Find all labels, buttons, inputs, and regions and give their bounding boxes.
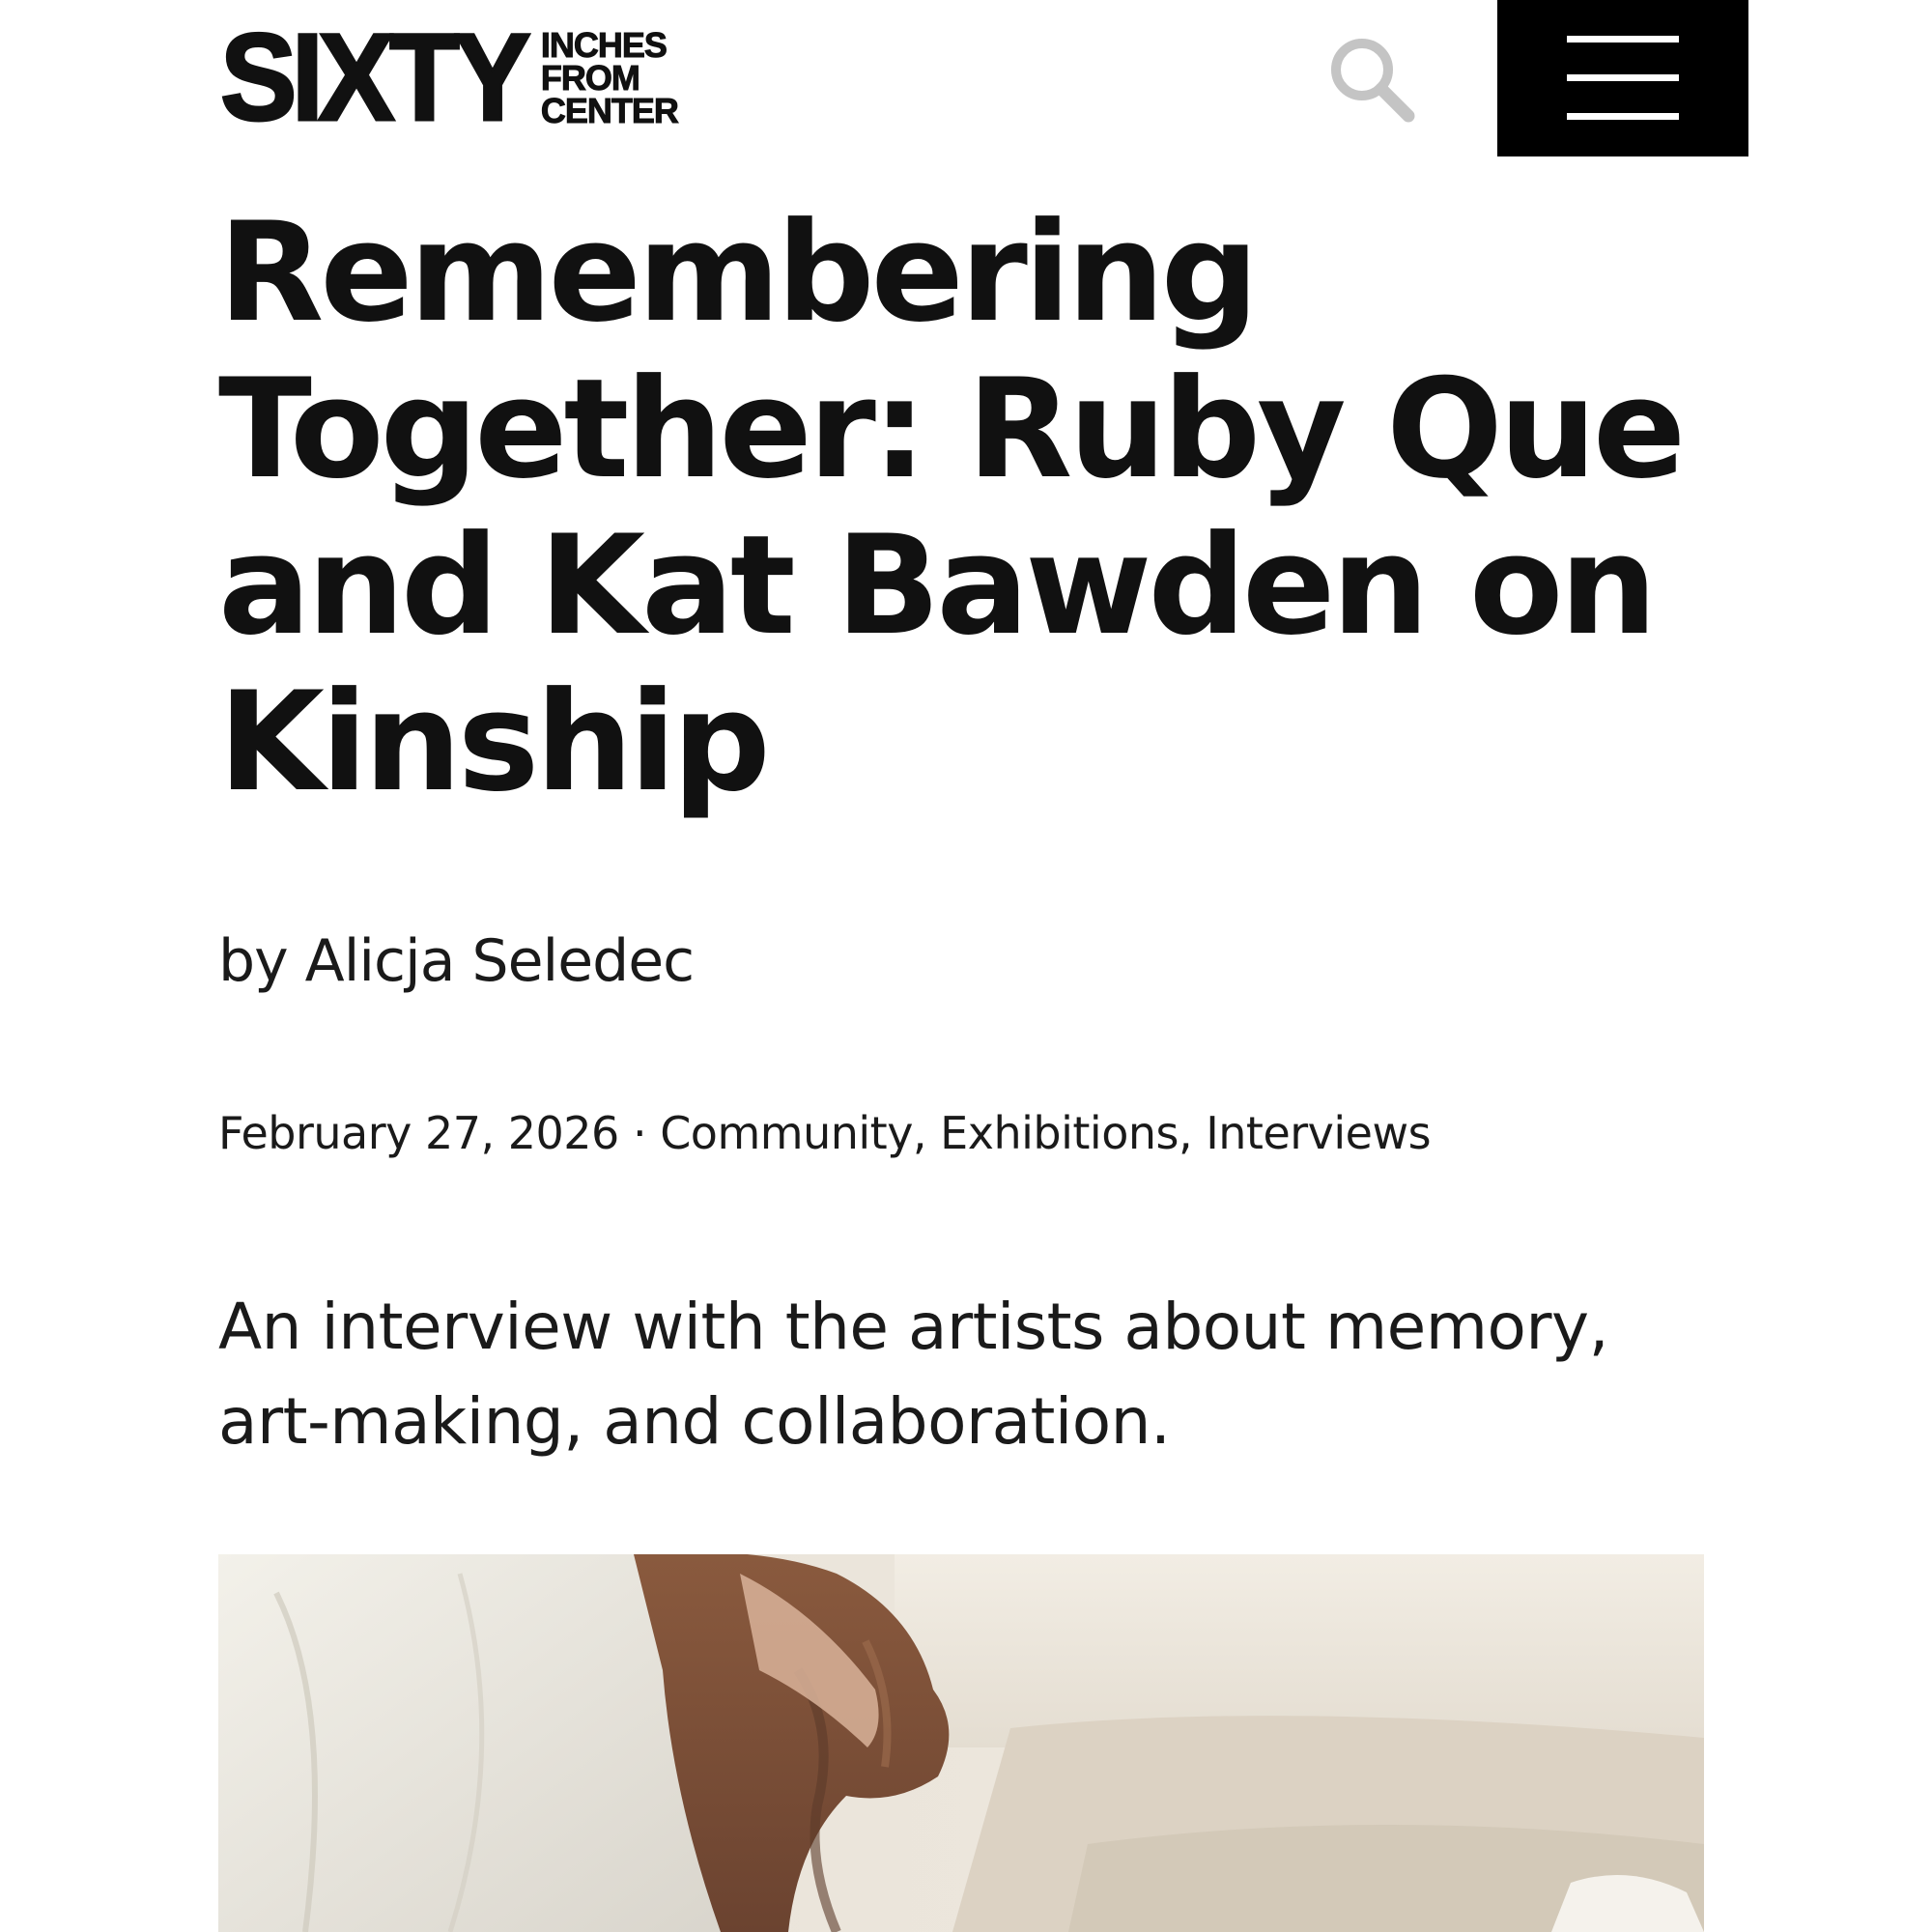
logo-wordmark: SIXTY <box>220 9 526 147</box>
search-icon <box>1323 31 1420 128</box>
site-logo[interactable] <box>220 9 678 147</box>
byline <box>218 923 694 1000</box>
author-link[interactable]: Alicja Seledec <box>304 927 695 995</box>
logo-subtitle-line: CENTER <box>540 91 678 130</box>
site-header <box>0 0 1932 156</box>
publish-date: February 27, 2026 <box>218 1107 619 1159</box>
article-dek: An interview with the artists about memory, art-making, and collaboration. <box>218 1290 1609 1459</box>
logo-subtitle <box>540 25 678 130</box>
search-button[interactable] <box>1323 31 1420 128</box>
category-link-community[interactable]: Community <box>660 1107 913 1159</box>
menu-button[interactable] <box>1497 0 1748 156</box>
hero-image <box>218 1554 1704 1932</box>
logo-subtitle-line: FROM <box>540 58 639 98</box>
meta-separator: · <box>632 1107 647 1159</box>
category-link-exhibitions[interactable]: Exhibitions <box>940 1107 1179 1159</box>
article-title: Remembering Together: Ruby Que and Kat Bawden on Kinship <box>218 193 1683 822</box>
category-link-interviews[interactable]: Interviews <box>1206 1107 1432 1159</box>
byline-prefix: by <box>218 927 288 995</box>
logo-subtitle-line: INCHES <box>540 25 667 65</box>
article-meta: February 27, 2026 · Community, Exhibitions, Interviews <box>218 1107 1432 1159</box>
